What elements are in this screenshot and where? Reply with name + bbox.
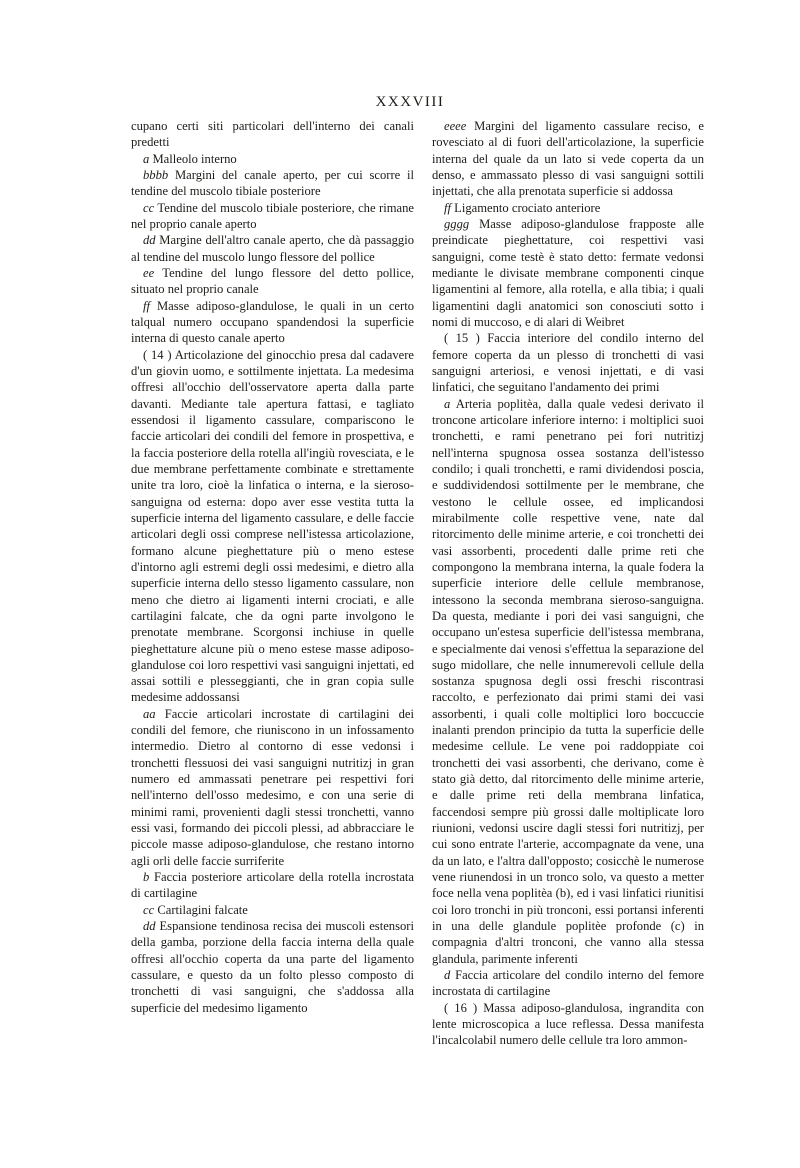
figure-label: ee	[143, 265, 155, 280]
figure-label: ff	[143, 298, 150, 313]
paragraph-text: Arteria poplitèa, dalla quale vedesi derivato il troncone articolare inferiore interno: i moltiplici suoi tronchetti, e rami penetrano pei fori nutritizj nell'interna spugnosa ossea sostanza dell'istesso condilo; i quali tronchetti, e rami dividendosi poscia, e suddividendosi sottilmente per le membrane, che vestono le cellule ossee, ed implicandosi mirabilmente colle respettive vene, nate dal ritorcimento delle minime arterie, e coi tronchetti dei vasi assorbenti, procedenti dalle prime reti che compongono la membrana interna, la quale fodera la superficie interiore delle cellule membranose, intessono la seconda membrana sieroso-sanguigna. Da questa, mediante i pori dei vasi sanguigni, che occupano un'estesa superficie dell'istessa membrana, e specialmente dai venosi s'effettua la separazione del sugo midollare, che nelle innumerevoli cellule della sostanza spugnosa degli ossi freschi riscontrasi raccolto, e perfezionato dai primi stami dei vasi assorbenti, i quali colle moltiplici loro boccuccie inalanti prendon principio da tutta la superficie delle medesime cellule. Le vene poi raddoppiate coi tronchetti dei vasi assorbenti, che derivano, come è stato già detto, dal ritorcimento delle minime arterie, e dalle prime reti della membrana linfatica, faccendosi sempre più grossi dalle moltiplicate loro riunioni, vedonsi uscire dagli stessi fori nutritizj, per cui sono entrate l'arterie, accompagnate da vene, una da un lato, e l'altra dall'opposto; cosicchè le numerose vene riunendosi in un tronco solo, va questo a metter foce nella vena poplitèa (b), ed i vasi linfatici riunitisi coi loro tronchi in più tronconi, essi portansi inferenti in una delle glandule poplitèe profonde (c) in compagnia d'altri tronconi, che vanno alla stessa glandula, parimente inferenti	[432, 396, 704, 966]
paragraph	[131, 167, 414, 200]
paragraph-text: Malleolo interno	[149, 151, 237, 166]
paragraph	[131, 265, 414, 298]
paragraph	[432, 967, 704, 1000]
paragraph	[432, 396, 704, 967]
paragraph	[432, 118, 704, 200]
paragraph	[131, 869, 414, 902]
paragraph-text: ( 16 ) Massa adiposo-glandulosa, ingrandita con lente microscopica a luce reflessa. Dessa manifesta l'incalcolabil numero delle cellule tra loro ammon-	[432, 1000, 704, 1048]
paragraph-text: Margini del ligamento cassulare reciso, e rovesciato al di fuori dell'articolazione, la superficie interna del quale da un lato si vede coperta da un denso, e ammassato plesso di vasi sanguigni sottili injettati, che alla prenotata superficie si addossa	[432, 119, 704, 199]
paragraph	[131, 298, 414, 347]
paragraph	[432, 200, 704, 216]
figure-label: eeee	[444, 119, 467, 133]
paragraph	[131, 232, 414, 265]
paragraph-text: Faccie articolari incrostate di cartilagini dei condili del femore, che riuniscono in un infossamento intermedio. Dietro al contorno di esse vedonsi i tronchetti flessuosi dei vasi sanguigni nutritizj in gran numero ed ammassati penetrare pei respettivi fori nell'interno dell'osso medesimo, e con una serie di minimi rami, provenienti dagli stessi tronchetti, vanno essi vasi, formando dei piccoli plessi, ad abbracciare le piccole masse adiposo-glandulose, che restano intorno agli orli delle faccie surriferite	[131, 706, 414, 868]
paragraph	[131, 902, 414, 918]
paragraph	[131, 918, 414, 1016]
figure-label: ff	[444, 200, 451, 215]
paragraph-text: Margine dell'altro canale aperto, che dà passaggio al tendine del muscolo lungo flessore del pollice	[131, 233, 414, 264]
figure-label: dd	[143, 233, 156, 248]
figure-label: cc	[143, 200, 155, 215]
right-column	[432, 118, 704, 1049]
paragraph-text: Faccia articolare del condilo interno del femore incrostata di cartilagine	[432, 968, 704, 999]
paragraph-text: Margini del canale aperto, per cui scorre il tendine del muscolo tibiale posteriore	[131, 167, 414, 199]
paragraph-text: Ligamento crociato anteriore	[451, 200, 601, 215]
figure-label: bbbb	[143, 167, 169, 182]
paragraph	[131, 706, 414, 869]
paragraph	[131, 200, 414, 233]
paragraph-text: Masse adiposo-glandulose, le quali in un certo talqual numero occupano spandendosi la superficie interna di questo canale aperto	[131, 298, 414, 346]
paragraph-text: cupano certi siti particolari dell'interno dei canali predetti	[131, 119, 414, 150]
figure-label: gggg	[444, 216, 470, 231]
paragraph-text: ( 15 ) Faccia interiore del condilo interno del femore coperta da un plesso di tronchetti di vasi sanguigni arteriosi, e venosi injettati, e di vasi linfatici, che seguitano l'andamento dei primi	[432, 331, 704, 395]
paragraph	[432, 330, 704, 395]
paragraph-text: ( 14 ) Articolazione del ginocchio presa dal cadavere d'un giovin uomo, e sottilmente injettata. La medesima offresi all'occhio dell'osservatore aperta dalla parte davanti. Mediante tale apertura fattasi, e tagliato essendosi il ligamento cassulare, compariscono le faccie articolari dei condili del femore in prospettiva, e la faccia posteriore della rotella all'ingiù rovesciata, e le due membrane perfettamente combinate e strettamente unite tra loro, cioè la linfatica o interna, e la sieroso-sanguigna od esterna: dopo aver esse vestita tutta la superficie interna del ligamento cassulare, e delle faccie articolari degli ossi comprese nell'istessa articolazione, formano alcune pieghettature più o meno estese d'intorno agli estremi degli ossi medesimi, e dietro alla superficie interna dello stesso ligamento cassulare, non meno che dietro ai ligamenti interni crociati, e alle cartilagini falcate, che da ogni parte involgono le prenotate membrane. Scorgonsi inchiuse in quelle pieghettature alcune più o meno estese masse adiposo-glandulose coi loro respettivi vasi sanguigni injettati, ed assai sottili e plesseggianti, che in gran copia sulle medesime addossansi	[131, 347, 414, 705]
paragraph-text: Faccia posteriore articolare della rotella incrostata di cartilagine	[131, 870, 414, 901]
figure-label: d	[444, 968, 451, 983]
paragraph-text: Masse adiposo-glandulose frapposte alle preindicate pieghettature, coi respettivi vasi sanguigni, come testè è stato detto: fermate vedonsi mediante le divisate membrane componenti cinque ligamentini al femore, alla rotella, e alla tibia; i quali ligamentini dagli anatomici son conosciuti sotto i nomi di muccoso, e di alari di Weibret	[432, 216, 704, 329]
left-column	[131, 118, 414, 1016]
paragraph	[432, 1000, 704, 1049]
paragraph-text: Tendine del lungo flessore del detto pollice, situato nel proprio canale	[131, 265, 414, 297]
paragraph-text: Espansione tendinosa recisa dei muscoli estensori della gamba, porzione della faccia interna della quale offresi all'occhio coperta da una parte del ligamento cassulare, e questo da un folto plesso composto di tronchetti di vasi sanguigni, che s'addossa alla superficie del medesimo ligamento	[131, 919, 414, 1015]
figure-label: b	[143, 870, 150, 885]
page-number: XXXVIII	[375, 94, 445, 110]
figure-label: cc	[143, 902, 155, 917]
figure-label: a	[444, 396, 451, 411]
paragraph-text: Cartilagini falcate	[154, 902, 248, 917]
paragraph	[131, 151, 414, 167]
figure-label: aa	[143, 706, 156, 721]
figure-label: a	[143, 151, 150, 166]
paragraph-text: Tendine del muscolo tibiale posteriore, che rimane nel proprio canale aperto	[131, 200, 414, 231]
figure-label: dd	[143, 919, 156, 934]
paragraph	[432, 216, 704, 330]
paragraph	[131, 347, 414, 706]
paragraph	[131, 118, 414, 151]
